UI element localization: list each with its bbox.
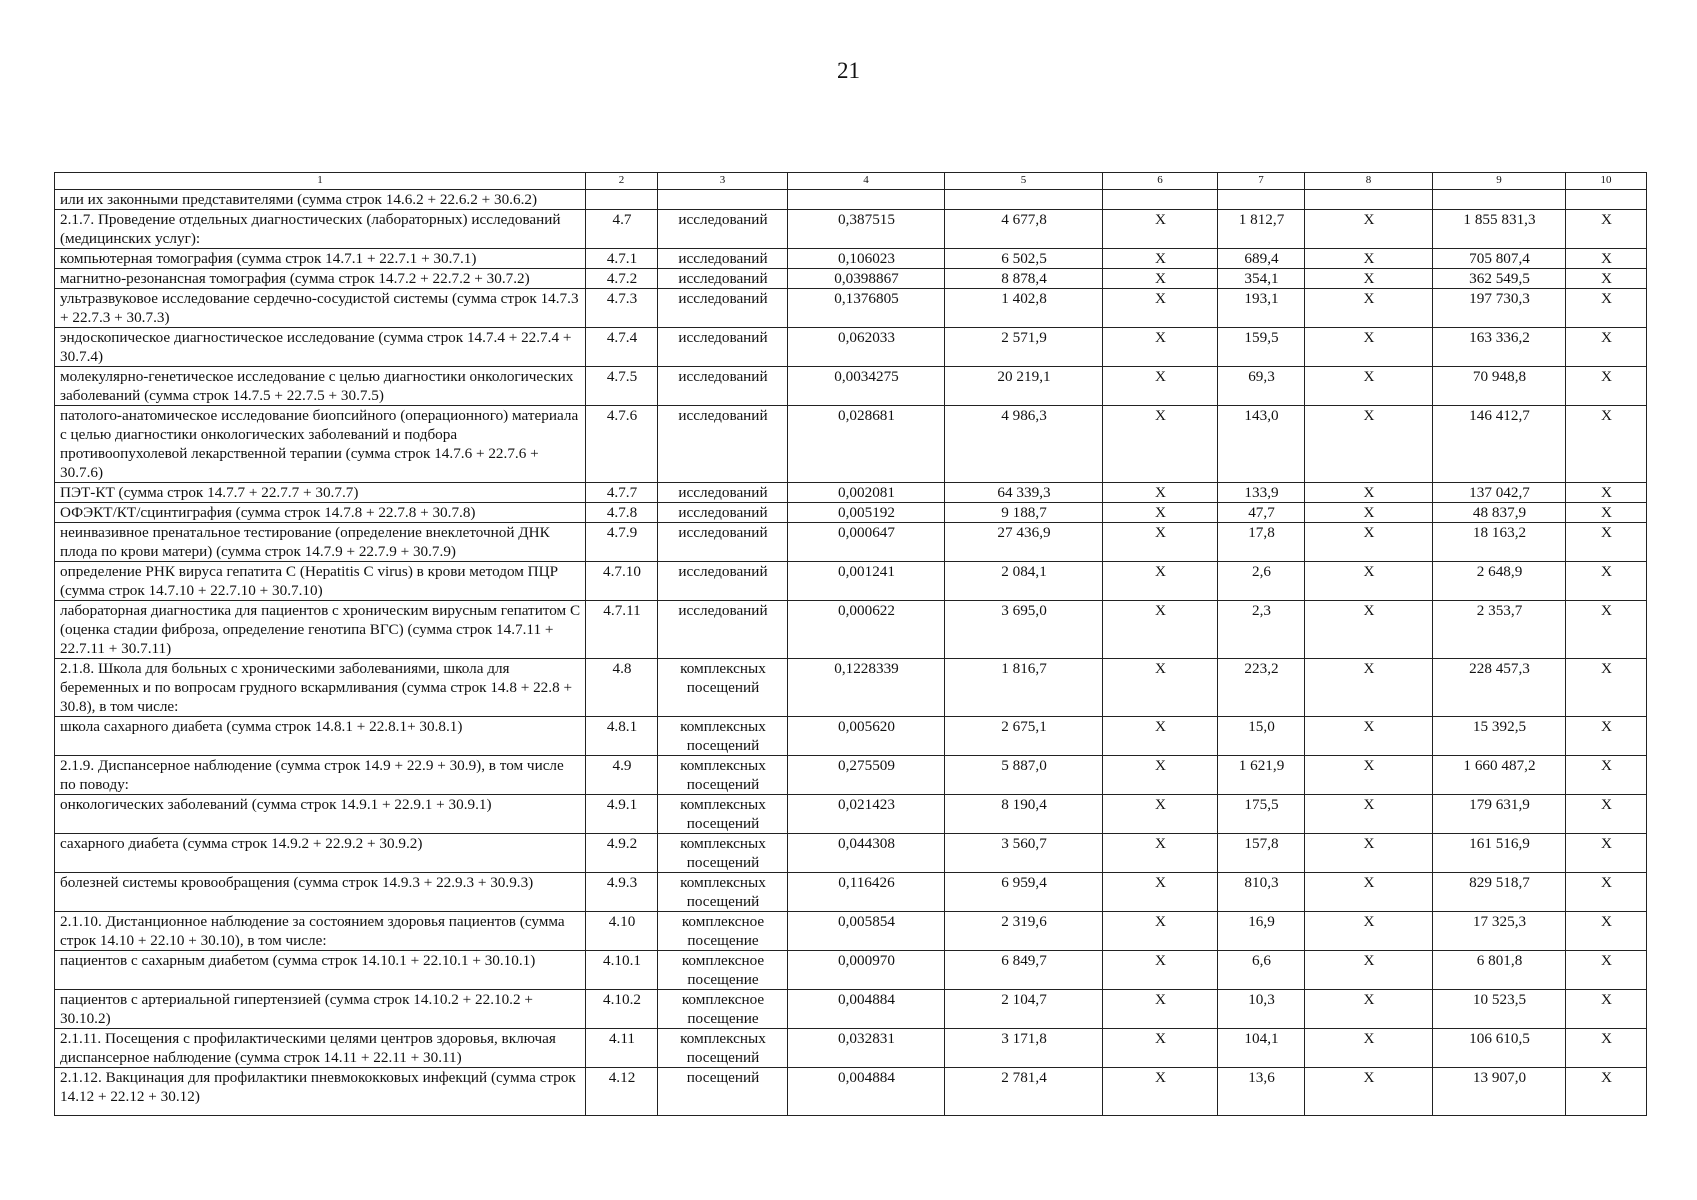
per-capita-norm: 354,1 bbox=[1218, 269, 1305, 289]
col-8-value: Х bbox=[1305, 523, 1433, 562]
row-code: 4.7 bbox=[586, 210, 658, 249]
column-number-row bbox=[55, 173, 1647, 190]
volume-per-person: 0,275509 bbox=[788, 756, 945, 795]
col-6-value: Х bbox=[1103, 406, 1218, 483]
col-6-value: Х bbox=[1103, 1068, 1218, 1116]
table-row bbox=[55, 912, 1647, 951]
row-code: 4.7.8 bbox=[586, 503, 658, 523]
cost-per-unit: 2 104,7 bbox=[945, 990, 1103, 1029]
table-row bbox=[55, 523, 1647, 562]
col-6-value: Х bbox=[1103, 210, 1218, 249]
col-6-value: Х bbox=[1103, 523, 1218, 562]
unit-of-measure: комплексных посещений bbox=[658, 795, 788, 834]
row-code: 4.8 bbox=[586, 659, 658, 717]
col-8-value: Х bbox=[1305, 269, 1433, 289]
col-10-value: Х bbox=[1566, 406, 1647, 483]
col-10-value: Х bbox=[1566, 289, 1647, 328]
col-6-value: Х bbox=[1103, 912, 1218, 951]
unit-of-measure: исследований bbox=[658, 289, 788, 328]
table-row bbox=[55, 269, 1647, 289]
row-code: 4.7.9 bbox=[586, 523, 658, 562]
col-8-value: Х bbox=[1305, 483, 1433, 503]
unit-of-measure: исследований bbox=[658, 483, 788, 503]
column-number: 2 bbox=[586, 173, 658, 190]
volume-per-person: 0,005854 bbox=[788, 912, 945, 951]
col-6-value: Х bbox=[1103, 717, 1218, 756]
col-8-value: Х bbox=[1305, 328, 1433, 367]
col-10-value: Х bbox=[1566, 523, 1647, 562]
per-capita-norm: 6,6 bbox=[1218, 951, 1305, 990]
table-row bbox=[55, 1029, 1647, 1068]
col-6-value: Х bbox=[1103, 562, 1218, 601]
per-capita-norm: 133,9 bbox=[1218, 483, 1305, 503]
volume-per-person: 0,005192 bbox=[788, 503, 945, 523]
unit-of-measure bbox=[658, 190, 788, 210]
unit-of-measure: комплексных посещений bbox=[658, 1029, 788, 1068]
col-10-value bbox=[1566, 190, 1647, 210]
financing-amount: 146 412,7 bbox=[1433, 406, 1566, 483]
col-6-value: Х bbox=[1103, 795, 1218, 834]
col-10-value: Х bbox=[1566, 562, 1647, 601]
data-table bbox=[54, 172, 1647, 1116]
col-10-value: Х bbox=[1566, 269, 1647, 289]
col-6-value: Х bbox=[1103, 289, 1218, 328]
col-8-value: Х bbox=[1305, 990, 1433, 1029]
col-8-value: Х bbox=[1305, 717, 1433, 756]
cost-per-unit: 8 190,4 bbox=[945, 795, 1103, 834]
unit-of-measure: комплексных посещений bbox=[658, 659, 788, 717]
col-10-value: Х bbox=[1566, 834, 1647, 873]
row-description: неинвазивное пренатальное тестирование (определение внеклеточной ДНК плода по крови матери) (сумма строк 14.7.9 + 22.7.9 + 30.7.9) bbox=[55, 523, 586, 562]
row-description: школа сахарного диабета (сумма строк 14.8.1 + 22.8.1+ 30.8.1) bbox=[55, 717, 586, 756]
column-number: 3 bbox=[658, 173, 788, 190]
col-6-value: Х bbox=[1103, 328, 1218, 367]
financing-amount: 6 801,8 bbox=[1433, 951, 1566, 990]
column-number: 5 bbox=[945, 173, 1103, 190]
table-row bbox=[55, 210, 1647, 249]
col-6-value: Х bbox=[1103, 601, 1218, 659]
cost-per-unit: 1 402,8 bbox=[945, 289, 1103, 328]
unit-of-measure: посещений bbox=[658, 1068, 788, 1116]
row-description: патолого-анатомическое исследование биопсийного (операционного) материала с целью диагностики онкологических заболеваний и подбора противоопухолевой лекарственной терапии (сумма строк 14.7.6 + 22.7.6 + 30.7.6) bbox=[55, 406, 586, 483]
unit-of-measure: комплексное посещение bbox=[658, 912, 788, 951]
row-code bbox=[586, 190, 658, 210]
per-capita-norm: 13,6 bbox=[1218, 1068, 1305, 1116]
row-description: молекулярно-генетическое исследование с целью диагностики онкологических заболеваний (сумма строк 14.7.5 + 22.7.5 + 30.7.5) bbox=[55, 367, 586, 406]
volume-per-person: 0,021423 bbox=[788, 795, 945, 834]
financing-amount bbox=[1433, 190, 1566, 210]
volume-per-person: 0,1228339 bbox=[788, 659, 945, 717]
unit-of-measure: исследований bbox=[658, 523, 788, 562]
volume-per-person: 0,0034275 bbox=[788, 367, 945, 406]
table-row bbox=[55, 834, 1647, 873]
row-description: 2.1.11. Посещения с профилактическими целями центров здоровья, включая диспансерное наблюдение (сумма строк 14.11 + 22.11 + 30.11) bbox=[55, 1029, 586, 1068]
row-description: 2.1.8. Школа для больных с хроническими заболеваниями, школа для беременных и по вопросам грудного вскармливания (сумма строк 14.8 + 22.8 + 30.8), в том числе: bbox=[55, 659, 586, 717]
column-number: 8 bbox=[1305, 173, 1433, 190]
table-row bbox=[55, 406, 1647, 483]
per-capita-norm: 10,3 bbox=[1218, 990, 1305, 1029]
unit-of-measure: комплексных посещений bbox=[658, 717, 788, 756]
col-6-value: Х bbox=[1103, 951, 1218, 990]
table-row bbox=[55, 756, 1647, 795]
row-code: 4.9.3 bbox=[586, 873, 658, 912]
table-row bbox=[55, 1068, 1647, 1116]
column-number: 6 bbox=[1103, 173, 1218, 190]
unit-of-measure: комплексное посещение bbox=[658, 951, 788, 990]
financing-amount: 705 807,4 bbox=[1433, 249, 1566, 269]
financing-amount: 106 610,5 bbox=[1433, 1029, 1566, 1068]
col-6-value: Х bbox=[1103, 269, 1218, 289]
row-description: ОФЭКТ/КТ/сцинтиграфия (сумма строк 14.7.8 + 22.7.8 + 30.7.8) bbox=[55, 503, 586, 523]
volume-per-person: 0,387515 bbox=[788, 210, 945, 249]
row-description: 2.1.12. Вакцинация для профилактики пневмококковых инфекций (сумма строк 14.12 + 22.12 + 30.12) bbox=[55, 1068, 586, 1116]
col-6-value bbox=[1103, 190, 1218, 210]
financing-amount: 17 325,3 bbox=[1433, 912, 1566, 951]
financing-amount: 15 392,5 bbox=[1433, 717, 1566, 756]
col-6-value: Х bbox=[1103, 1029, 1218, 1068]
unit-of-measure: исследований bbox=[658, 601, 788, 659]
row-code: 4.8.1 bbox=[586, 717, 658, 756]
cost-per-unit: 6 502,5 bbox=[945, 249, 1103, 269]
cost-per-unit: 1 816,7 bbox=[945, 659, 1103, 717]
col-6-value: Х bbox=[1103, 834, 1218, 873]
per-capita-norm: 15,0 bbox=[1218, 717, 1305, 756]
col-10-value: Х bbox=[1566, 328, 1647, 367]
per-capita-norm: 810,3 bbox=[1218, 873, 1305, 912]
unit-of-measure: исследований bbox=[658, 406, 788, 483]
row-description: пациентов с сахарным диабетом (сумма строк 14.10.1 + 22.10.1 + 30.10.1) bbox=[55, 951, 586, 990]
col-10-value: Х bbox=[1566, 990, 1647, 1029]
col-8-value: Х bbox=[1305, 503, 1433, 523]
row-code: 4.10.2 bbox=[586, 990, 658, 1029]
col-10-value: Х bbox=[1566, 503, 1647, 523]
col-6-value: Х bbox=[1103, 659, 1218, 717]
table-row bbox=[55, 289, 1647, 328]
row-code: 4.10 bbox=[586, 912, 658, 951]
volume-per-person: 0,032831 bbox=[788, 1029, 945, 1068]
col-8-value: Х bbox=[1305, 756, 1433, 795]
cost-per-unit: 64 339,3 bbox=[945, 483, 1103, 503]
col-8-value: Х bbox=[1305, 367, 1433, 406]
col-8-value: Х bbox=[1305, 289, 1433, 328]
per-capita-norm: 159,5 bbox=[1218, 328, 1305, 367]
table-row bbox=[55, 795, 1647, 834]
financing-amount: 18 163,2 bbox=[1433, 523, 1566, 562]
table-row bbox=[55, 659, 1647, 717]
volume-per-person: 0,106023 bbox=[788, 249, 945, 269]
per-capita-norm: 17,8 bbox=[1218, 523, 1305, 562]
row-description: ПЭТ-КТ (сумма строк 14.7.7 + 22.7.7 + 30.7.7) bbox=[55, 483, 586, 503]
column-number: 10 bbox=[1566, 173, 1647, 190]
volume-per-person: 0,028681 bbox=[788, 406, 945, 483]
table-row bbox=[55, 249, 1647, 269]
col-8-value: Х bbox=[1305, 834, 1433, 873]
col-8-value: Х bbox=[1305, 951, 1433, 990]
cost-per-unit: 9 188,7 bbox=[945, 503, 1103, 523]
cost-per-unit: 3 560,7 bbox=[945, 834, 1103, 873]
financing-amount: 362 549,5 bbox=[1433, 269, 1566, 289]
row-description: 2.1.10. Дистанционное наблюдение за состоянием здоровья пациентов (сумма строк 14.10 + 22.10 + 30.10), в том числе: bbox=[55, 912, 586, 951]
per-capita-norm: 47,7 bbox=[1218, 503, 1305, 523]
col-10-value: Х bbox=[1566, 249, 1647, 269]
table-row bbox=[55, 483, 1647, 503]
financing-amount: 1 660 487,2 bbox=[1433, 756, 1566, 795]
financing-amount: 48 837,9 bbox=[1433, 503, 1566, 523]
row-code: 4.9 bbox=[586, 756, 658, 795]
col-10-value: Х bbox=[1566, 756, 1647, 795]
per-capita-norm: 193,1 bbox=[1218, 289, 1305, 328]
col-6-value: Х bbox=[1103, 990, 1218, 1029]
cost-per-unit: 6 849,7 bbox=[945, 951, 1103, 990]
per-capita-norm: 16,9 bbox=[1218, 912, 1305, 951]
unit-of-measure: исследований bbox=[658, 503, 788, 523]
row-description: магнитно-резонансная томография (сумма строк 14.7.2 + 22.7.2 + 30.7.2) bbox=[55, 269, 586, 289]
financing-amount: 137 042,7 bbox=[1433, 483, 1566, 503]
financing-amount: 70 948,8 bbox=[1433, 367, 1566, 406]
table-row bbox=[55, 717, 1647, 756]
unit-of-measure: исследований bbox=[658, 562, 788, 601]
unit-of-measure: комплексных посещений bbox=[658, 834, 788, 873]
table-row bbox=[55, 328, 1647, 367]
table-row bbox=[55, 190, 1647, 210]
volume-per-person: 0,005620 bbox=[788, 717, 945, 756]
per-capita-norm: 1 621,9 bbox=[1218, 756, 1305, 795]
col-10-value: Х bbox=[1566, 717, 1647, 756]
row-description: болезней системы кровообращения (сумма строк 14.9.3 + 22.9.3 + 30.9.3) bbox=[55, 873, 586, 912]
column-number: 7 bbox=[1218, 173, 1305, 190]
col-10-value: Х bbox=[1566, 367, 1647, 406]
page-number: 21 bbox=[837, 58, 860, 83]
col-8-value: Х bbox=[1305, 406, 1433, 483]
cost-per-unit: 2 781,4 bbox=[945, 1068, 1103, 1116]
per-capita-norm: 69,3 bbox=[1218, 367, 1305, 406]
col-10-value: Х bbox=[1566, 1068, 1647, 1116]
cost-per-unit: 2 675,1 bbox=[945, 717, 1103, 756]
table-row bbox=[55, 503, 1647, 523]
per-capita-norm: 175,5 bbox=[1218, 795, 1305, 834]
table-row bbox=[55, 367, 1647, 406]
row-description: эндоскопическое диагностическое исследование (сумма строк 14.7.4 + 22.7.4 + 30.7.4) bbox=[55, 328, 586, 367]
per-capita-norm: 1 812,7 bbox=[1218, 210, 1305, 249]
cost-per-unit bbox=[945, 190, 1103, 210]
column-number: 1 bbox=[55, 173, 586, 190]
col-10-value: Х bbox=[1566, 483, 1647, 503]
row-description: 2.1.7. Проведение отдельных диагностических (лабораторных) исследований (медицинских услуг): bbox=[55, 210, 586, 249]
col-6-value: Х bbox=[1103, 503, 1218, 523]
row-description: онкологических заболеваний (сумма строк 14.9.1 + 22.9.1 + 30.9.1) bbox=[55, 795, 586, 834]
volume-per-person bbox=[788, 190, 945, 210]
unit-of-measure: комплексных посещений bbox=[658, 873, 788, 912]
row-code: 4.7.6 bbox=[586, 406, 658, 483]
col-10-value: Х bbox=[1566, 659, 1647, 717]
cost-per-unit: 3 695,0 bbox=[945, 601, 1103, 659]
unit-of-measure: исследований bbox=[658, 328, 788, 367]
col-10-value: Х bbox=[1566, 912, 1647, 951]
financing-amount: 179 631,9 bbox=[1433, 795, 1566, 834]
table-row bbox=[55, 873, 1647, 912]
cost-per-unit: 8 878,4 bbox=[945, 269, 1103, 289]
row-description: лабораторная диагностика для пациентов с хроническим вирусным гепатитом С (оценка стадии фиброза, определение генотипа ВГС) (сумма строк 14.7.11 + 22.7.11 + 30.7.11) bbox=[55, 601, 586, 659]
column-number: 4 bbox=[788, 173, 945, 190]
col-8-value: Х bbox=[1305, 601, 1433, 659]
col-6-value: Х bbox=[1103, 249, 1218, 269]
unit-of-measure: исследований bbox=[658, 269, 788, 289]
financing-amount: 228 457,3 bbox=[1433, 659, 1566, 717]
per-capita-norm: 2,3 bbox=[1218, 601, 1305, 659]
col-8-value: Х bbox=[1305, 795, 1433, 834]
volume-per-person: 0,0398867 bbox=[788, 269, 945, 289]
row-code: 4.11 bbox=[586, 1029, 658, 1068]
row-code: 4.7.2 bbox=[586, 269, 658, 289]
row-code: 4.7.1 bbox=[586, 249, 658, 269]
table-row bbox=[55, 601, 1647, 659]
volume-per-person: 0,044308 bbox=[788, 834, 945, 873]
per-capita-norm: 143,0 bbox=[1218, 406, 1305, 483]
cost-per-unit: 2 319,6 bbox=[945, 912, 1103, 951]
col-8-value: Х bbox=[1305, 1029, 1433, 1068]
volume-per-person: 0,004884 bbox=[788, 1068, 945, 1116]
cost-per-unit: 4 986,3 bbox=[945, 406, 1103, 483]
table-row bbox=[55, 990, 1647, 1029]
volume-per-person: 0,001241 bbox=[788, 562, 945, 601]
unit-of-measure: исследований bbox=[658, 367, 788, 406]
financing-amount: 197 730,3 bbox=[1433, 289, 1566, 328]
volume-per-person: 0,000622 bbox=[788, 601, 945, 659]
col-10-value: Х bbox=[1566, 795, 1647, 834]
per-capita-norm bbox=[1218, 190, 1305, 210]
financing-amount: 10 523,5 bbox=[1433, 990, 1566, 1029]
col-6-value: Х bbox=[1103, 483, 1218, 503]
row-description: или их законными представителями (сумма строк 14.6.2 + 22.6.2 + 30.6.2) bbox=[55, 190, 586, 210]
row-code: 4.7.4 bbox=[586, 328, 658, 367]
row-description: пациентов с артериальной гипертензией (сумма строк 14.10.2 + 22.10.2 + 30.10.2) bbox=[55, 990, 586, 1029]
volume-per-person: 0,000970 bbox=[788, 951, 945, 990]
volume-per-person: 0,1376805 bbox=[788, 289, 945, 328]
financing-amount: 13 907,0 bbox=[1433, 1068, 1566, 1116]
row-description: компьютерная томография (сумма строк 14.7.1 + 22.7.1 + 30.7.1) bbox=[55, 249, 586, 269]
financing-amount: 161 516,9 bbox=[1433, 834, 1566, 873]
per-capita-norm: 104,1 bbox=[1218, 1029, 1305, 1068]
row-code: 4.9.2 bbox=[586, 834, 658, 873]
unit-of-measure: исследований bbox=[658, 210, 788, 249]
col-6-value: Х bbox=[1103, 873, 1218, 912]
col-8-value bbox=[1305, 190, 1433, 210]
row-code: 4.7.11 bbox=[586, 601, 658, 659]
row-code: 4.7.3 bbox=[586, 289, 658, 328]
unit-of-measure: комплексных посещений bbox=[658, 756, 788, 795]
financing-amount: 2 353,7 bbox=[1433, 601, 1566, 659]
row-code: 4.7.10 bbox=[586, 562, 658, 601]
unit-of-measure: исследований bbox=[658, 249, 788, 269]
financing-amount: 2 648,9 bbox=[1433, 562, 1566, 601]
col-8-value: Х bbox=[1305, 562, 1433, 601]
per-capita-norm: 689,4 bbox=[1218, 249, 1305, 269]
cost-per-unit: 2 571,9 bbox=[945, 328, 1103, 367]
col-8-value: Х bbox=[1305, 210, 1433, 249]
table-row bbox=[55, 951, 1647, 990]
col-6-value: Х bbox=[1103, 367, 1218, 406]
unit-of-measure: комплексное посещение bbox=[658, 990, 788, 1029]
cost-per-unit: 6 959,4 bbox=[945, 873, 1103, 912]
col-8-value: Х bbox=[1305, 1068, 1433, 1116]
col-6-value: Х bbox=[1103, 756, 1218, 795]
volume-per-person: 0,004884 bbox=[788, 990, 945, 1029]
row-description: ультразвуковое исследование сердечно-сосудистой системы (сумма строк 14.7.3 + 22.7.3 + 30.7.3) bbox=[55, 289, 586, 328]
row-code: 4.7.7 bbox=[586, 483, 658, 503]
volume-per-person: 0,002081 bbox=[788, 483, 945, 503]
row-description: 2.1.9. Диспансерное наблюдение (сумма строк 14.9 + 22.9 + 30.9), в том числе по поводу: bbox=[55, 756, 586, 795]
cost-per-unit: 5 887,0 bbox=[945, 756, 1103, 795]
row-code: 4.12 bbox=[586, 1068, 658, 1116]
column-number: 9 bbox=[1433, 173, 1566, 190]
per-capita-norm: 223,2 bbox=[1218, 659, 1305, 717]
cost-per-unit: 2 084,1 bbox=[945, 562, 1103, 601]
cost-per-unit: 3 171,8 bbox=[945, 1029, 1103, 1068]
volume-per-person: 0,062033 bbox=[788, 328, 945, 367]
per-capita-norm: 2,6 bbox=[1218, 562, 1305, 601]
col-10-value: Х bbox=[1566, 1029, 1647, 1068]
col-8-value: Х bbox=[1305, 912, 1433, 951]
table-row bbox=[55, 562, 1647, 601]
cost-per-unit: 4 677,8 bbox=[945, 210, 1103, 249]
financing-amount: 163 336,2 bbox=[1433, 328, 1566, 367]
col-8-value: Х bbox=[1305, 249, 1433, 269]
financing-amount: 1 855 831,3 bbox=[1433, 210, 1566, 249]
row-description: сахарного диабета (сумма строк 14.9.2 + 22.9.2 + 30.9.2) bbox=[55, 834, 586, 873]
row-code: 4.7.5 bbox=[586, 367, 658, 406]
cost-per-unit: 20 219,1 bbox=[945, 367, 1103, 406]
col-10-value: Х bbox=[1566, 873, 1647, 912]
row-code: 4.10.1 bbox=[586, 951, 658, 990]
volume-per-person: 0,000647 bbox=[788, 523, 945, 562]
col-10-value: Х bbox=[1566, 601, 1647, 659]
cost-per-unit: 27 436,9 bbox=[945, 523, 1103, 562]
row-description: определение РНК вируса гепатита С (Hepatitis C virus) в крови методом ПЦР (сумма строк 14.7.10 + 22.7.10 + 30.7.10) bbox=[55, 562, 586, 601]
col-10-value: Х bbox=[1566, 210, 1647, 249]
per-capita-norm: 157,8 bbox=[1218, 834, 1305, 873]
financing-amount: 829 518,7 bbox=[1433, 873, 1566, 912]
row-code: 4.9.1 bbox=[586, 795, 658, 834]
col-8-value: Х bbox=[1305, 659, 1433, 717]
volume-per-person: 0,116426 bbox=[788, 873, 945, 912]
col-10-value: Х bbox=[1566, 951, 1647, 990]
col-8-value: Х bbox=[1305, 873, 1433, 912]
